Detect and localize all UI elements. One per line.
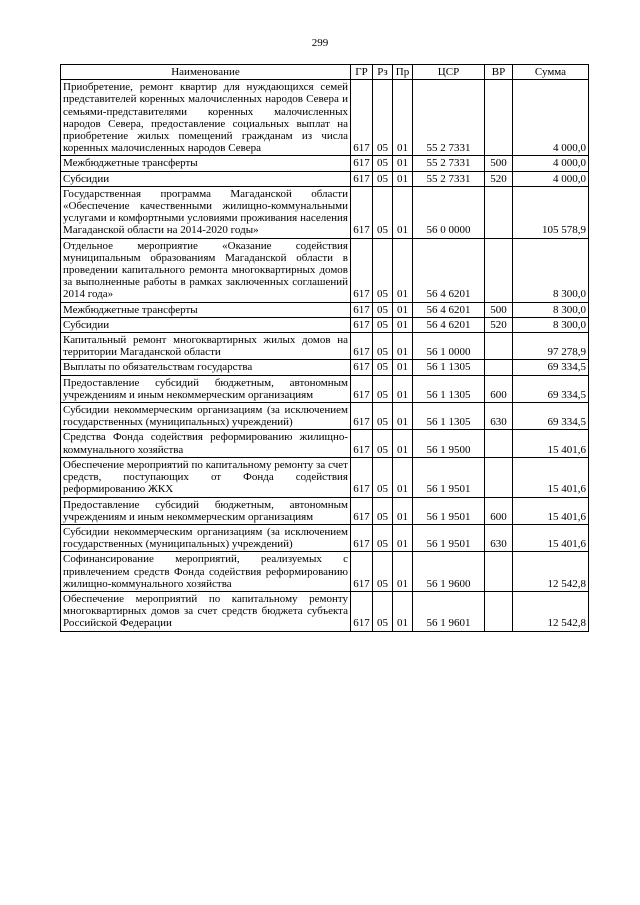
table-row — [61, 317, 589, 332]
cell-vr — [485, 80, 513, 156]
table-row — [61, 403, 589, 430]
cell-pr: 01 — [393, 80, 413, 156]
cell-name: Средства Фонда содействия реформированию жилищно-коммунального хозяйства — [61, 430, 351, 457]
table-row — [61, 302, 589, 317]
cell-csr: 55 2 7331 — [413, 156, 485, 171]
cell-rz: 05 — [373, 457, 393, 497]
cell-pr: 01 — [393, 430, 413, 457]
cell-vr — [485, 552, 513, 592]
cell-gr: 617 — [351, 457, 373, 497]
cell-pr: 01 — [393, 317, 413, 332]
cell-rz: 05 — [373, 186, 393, 238]
cell-gr: 617 — [351, 403, 373, 430]
cell-vr: 500 — [485, 302, 513, 317]
table-row — [61, 186, 589, 238]
cell-csr: 56 1 9601 — [413, 591, 485, 631]
cell-csr: 55 2 7331 — [413, 80, 485, 156]
cell-sum: 8 300,0 — [513, 302, 589, 317]
table-header-row — [61, 65, 589, 80]
cell-gr: 617 — [351, 80, 373, 156]
cell-name: Субсидии некоммерческим организациям (за исключением государственных (муниципальных) учреждений) — [61, 403, 351, 430]
cell-sum: 15 401,6 — [513, 430, 589, 457]
cell-rz: 05 — [373, 302, 393, 317]
header-name: Наименование — [61, 65, 351, 80]
cell-gr: 617 — [351, 524, 373, 551]
cell-vr: 630 — [485, 524, 513, 551]
cell-vr — [485, 457, 513, 497]
cell-vr — [485, 238, 513, 302]
table-row — [61, 524, 589, 551]
cell-csr: 55 2 7331 — [413, 171, 485, 186]
cell-sum: 97 278,9 — [513, 333, 589, 360]
cell-pr: 01 — [393, 524, 413, 551]
cell-rz: 05 — [373, 524, 393, 551]
header-gr: ГР — [351, 65, 373, 80]
cell-sum: 4 000,0 — [513, 171, 589, 186]
cell-rz: 05 — [373, 238, 393, 302]
cell-name: Капитальный ремонт многоквартирных жилых домов на территории Магаданской области — [61, 333, 351, 360]
cell-vr: 600 — [485, 375, 513, 402]
cell-rz: 05 — [373, 497, 393, 524]
cell-name: Межбюджетные трансферты — [61, 302, 351, 317]
cell-sum: 69 334,5 — [513, 360, 589, 375]
cell-rz: 05 — [373, 375, 393, 402]
cell-pr: 01 — [393, 552, 413, 592]
cell-vr — [485, 333, 513, 360]
cell-vr — [485, 430, 513, 457]
cell-pr: 01 — [393, 497, 413, 524]
cell-name: Софинансирование мероприятий, реализуемых с привлечением средств Фонда содействия реформированию жилищно-коммунального хозяйства — [61, 552, 351, 592]
cell-gr: 617 — [351, 333, 373, 360]
table-row — [61, 591, 589, 631]
cell-sum: 15 401,6 — [513, 497, 589, 524]
cell-pr: 01 — [393, 457, 413, 497]
cell-rz: 05 — [373, 430, 393, 457]
table-row — [61, 375, 589, 402]
cell-pr: 01 — [393, 156, 413, 171]
cell-sum: 8 300,0 — [513, 238, 589, 302]
cell-gr: 617 — [351, 302, 373, 317]
cell-vr: 630 — [485, 403, 513, 430]
cell-name: Обеспечение мероприятий по капитальному ремонту за счет средств, поступающих от Фонда содействия реформированию ЖКХ — [61, 457, 351, 497]
table-row — [61, 80, 589, 156]
cell-name: Государственная программа Магаданской области «Обеспечение качественными жилищно-коммунальными услугами и комфортными условиями проживания населения Магаданской области на 2014-2020 годы» — [61, 186, 351, 238]
cell-sum: 105 578,9 — [513, 186, 589, 238]
cell-pr: 01 — [393, 591, 413, 631]
table-row — [61, 156, 589, 171]
cell-name: Субсидии — [61, 171, 351, 186]
cell-csr: 56 1 1305 — [413, 375, 485, 402]
cell-vr: 520 — [485, 171, 513, 186]
table-row — [61, 171, 589, 186]
cell-gr: 617 — [351, 591, 373, 631]
cell-csr: 56 1 1305 — [413, 360, 485, 375]
cell-name: Отдельное мероприятие «Оказание содействия муниципальным образованиям Магаданской области в проведении капитального ремонта многоквартирных домов за выполненные работы в рамках заключенных соглашений 2014 года» — [61, 238, 351, 302]
cell-pr: 01 — [393, 302, 413, 317]
cell-sum: 15 401,6 — [513, 524, 589, 551]
header-vr: ВР — [485, 65, 513, 80]
cell-gr: 617 — [351, 317, 373, 332]
cell-vr — [485, 360, 513, 375]
cell-csr: 56 1 1305 — [413, 403, 485, 430]
cell-rz: 05 — [373, 156, 393, 171]
cell-csr: 56 1 0000 — [413, 333, 485, 360]
cell-gr: 617 — [351, 186, 373, 238]
header-rz: Рз — [373, 65, 393, 80]
table-row — [61, 430, 589, 457]
cell-pr: 01 — [393, 360, 413, 375]
cell-gr: 617 — [351, 497, 373, 524]
table-row — [61, 457, 589, 497]
cell-vr — [485, 186, 513, 238]
cell-gr: 617 — [351, 171, 373, 186]
cell-rz: 05 — [373, 360, 393, 375]
cell-sum: 15 401,6 — [513, 457, 589, 497]
cell-sum: 12 542,8 — [513, 552, 589, 592]
cell-csr: 56 1 9500 — [413, 430, 485, 457]
cell-pr: 01 — [393, 171, 413, 186]
cell-gr: 617 — [351, 156, 373, 171]
cell-rz: 05 — [373, 552, 393, 592]
cell-gr: 617 — [351, 552, 373, 592]
page-number: 299 — [311, 37, 329, 49]
cell-csr: 56 4 6201 — [413, 317, 485, 332]
cell-sum: 12 542,8 — [513, 591, 589, 631]
cell-pr: 01 — [393, 333, 413, 360]
table-row — [61, 552, 589, 592]
cell-csr: 56 1 9501 — [413, 497, 485, 524]
cell-name: Предоставление субсидий бюджетным, автономным учреждениям и иным некоммерческим организациям — [61, 497, 351, 524]
cell-vr: 500 — [485, 156, 513, 171]
cell-gr: 617 — [351, 360, 373, 375]
cell-name: Межбюджетные трансферты — [61, 156, 351, 171]
cell-csr: 56 4 6201 — [413, 302, 485, 317]
cell-sum: 8 300,0 — [513, 317, 589, 332]
cell-name: Выплаты по обязательствам государства — [61, 360, 351, 375]
table-body — [61, 80, 589, 631]
cell-pr: 01 — [393, 238, 413, 302]
cell-vr: 600 — [485, 497, 513, 524]
table-row — [61, 360, 589, 375]
header-pr: Пр — [393, 65, 413, 80]
cell-gr: 617 — [351, 238, 373, 302]
cell-vr: 520 — [485, 317, 513, 332]
cell-name: Обеспечение мероприятий по капитальному ремонту многоквартирных домов за счет средств бюджета субъекта Российской Федерации — [61, 591, 351, 631]
cell-name: Предоставление субсидий бюджетным, автономным учреждениям и иным некоммерческим организациям — [61, 375, 351, 402]
cell-gr: 617 — [351, 375, 373, 402]
header-csr: ЦСР — [413, 65, 485, 80]
budget-table — [60, 64, 589, 632]
cell-pr: 01 — [393, 403, 413, 430]
cell-csr: 56 4 6201 — [413, 238, 485, 302]
cell-csr: 56 0 0000 — [413, 186, 485, 238]
cell-sum: 4 000,0 — [513, 156, 589, 171]
cell-pr: 01 — [393, 375, 413, 402]
cell-pr: 01 — [393, 186, 413, 238]
table-row — [61, 238, 589, 302]
cell-name: Субсидии — [61, 317, 351, 332]
header-sum: Сумма — [513, 65, 589, 80]
cell-rz: 05 — [373, 403, 393, 430]
cell-rz: 05 — [373, 591, 393, 631]
cell-rz: 05 — [373, 317, 393, 332]
cell-csr: 56 1 9501 — [413, 457, 485, 497]
cell-rz: 05 — [373, 333, 393, 360]
cell-name: Субсидии некоммерческим организациям (за исключением государственных (муниципальных) учреждений) — [61, 524, 351, 551]
cell-gr: 617 — [351, 430, 373, 457]
cell-csr: 56 1 9600 — [413, 552, 485, 592]
cell-name: Приобретение, ремонт квартир для нуждающихся семей представителей коренных малочисленных народов Севера и семьями-представителями коренных малочисленных народов Севера, предоставление социальных выплат на приобретение жилых помещений гражданам из числа коренных малочисленных народов Севера — [61, 80, 351, 156]
table-row — [61, 497, 589, 524]
cell-vr — [485, 591, 513, 631]
cell-sum: 4 000,0 — [513, 80, 589, 156]
table-row — [61, 333, 589, 360]
cell-sum: 69 334,5 — [513, 403, 589, 430]
cell-csr: 56 1 9501 — [413, 524, 485, 551]
cell-rz: 05 — [373, 80, 393, 156]
cell-sum: 69 334,5 — [513, 375, 589, 402]
cell-rz: 05 — [373, 171, 393, 186]
